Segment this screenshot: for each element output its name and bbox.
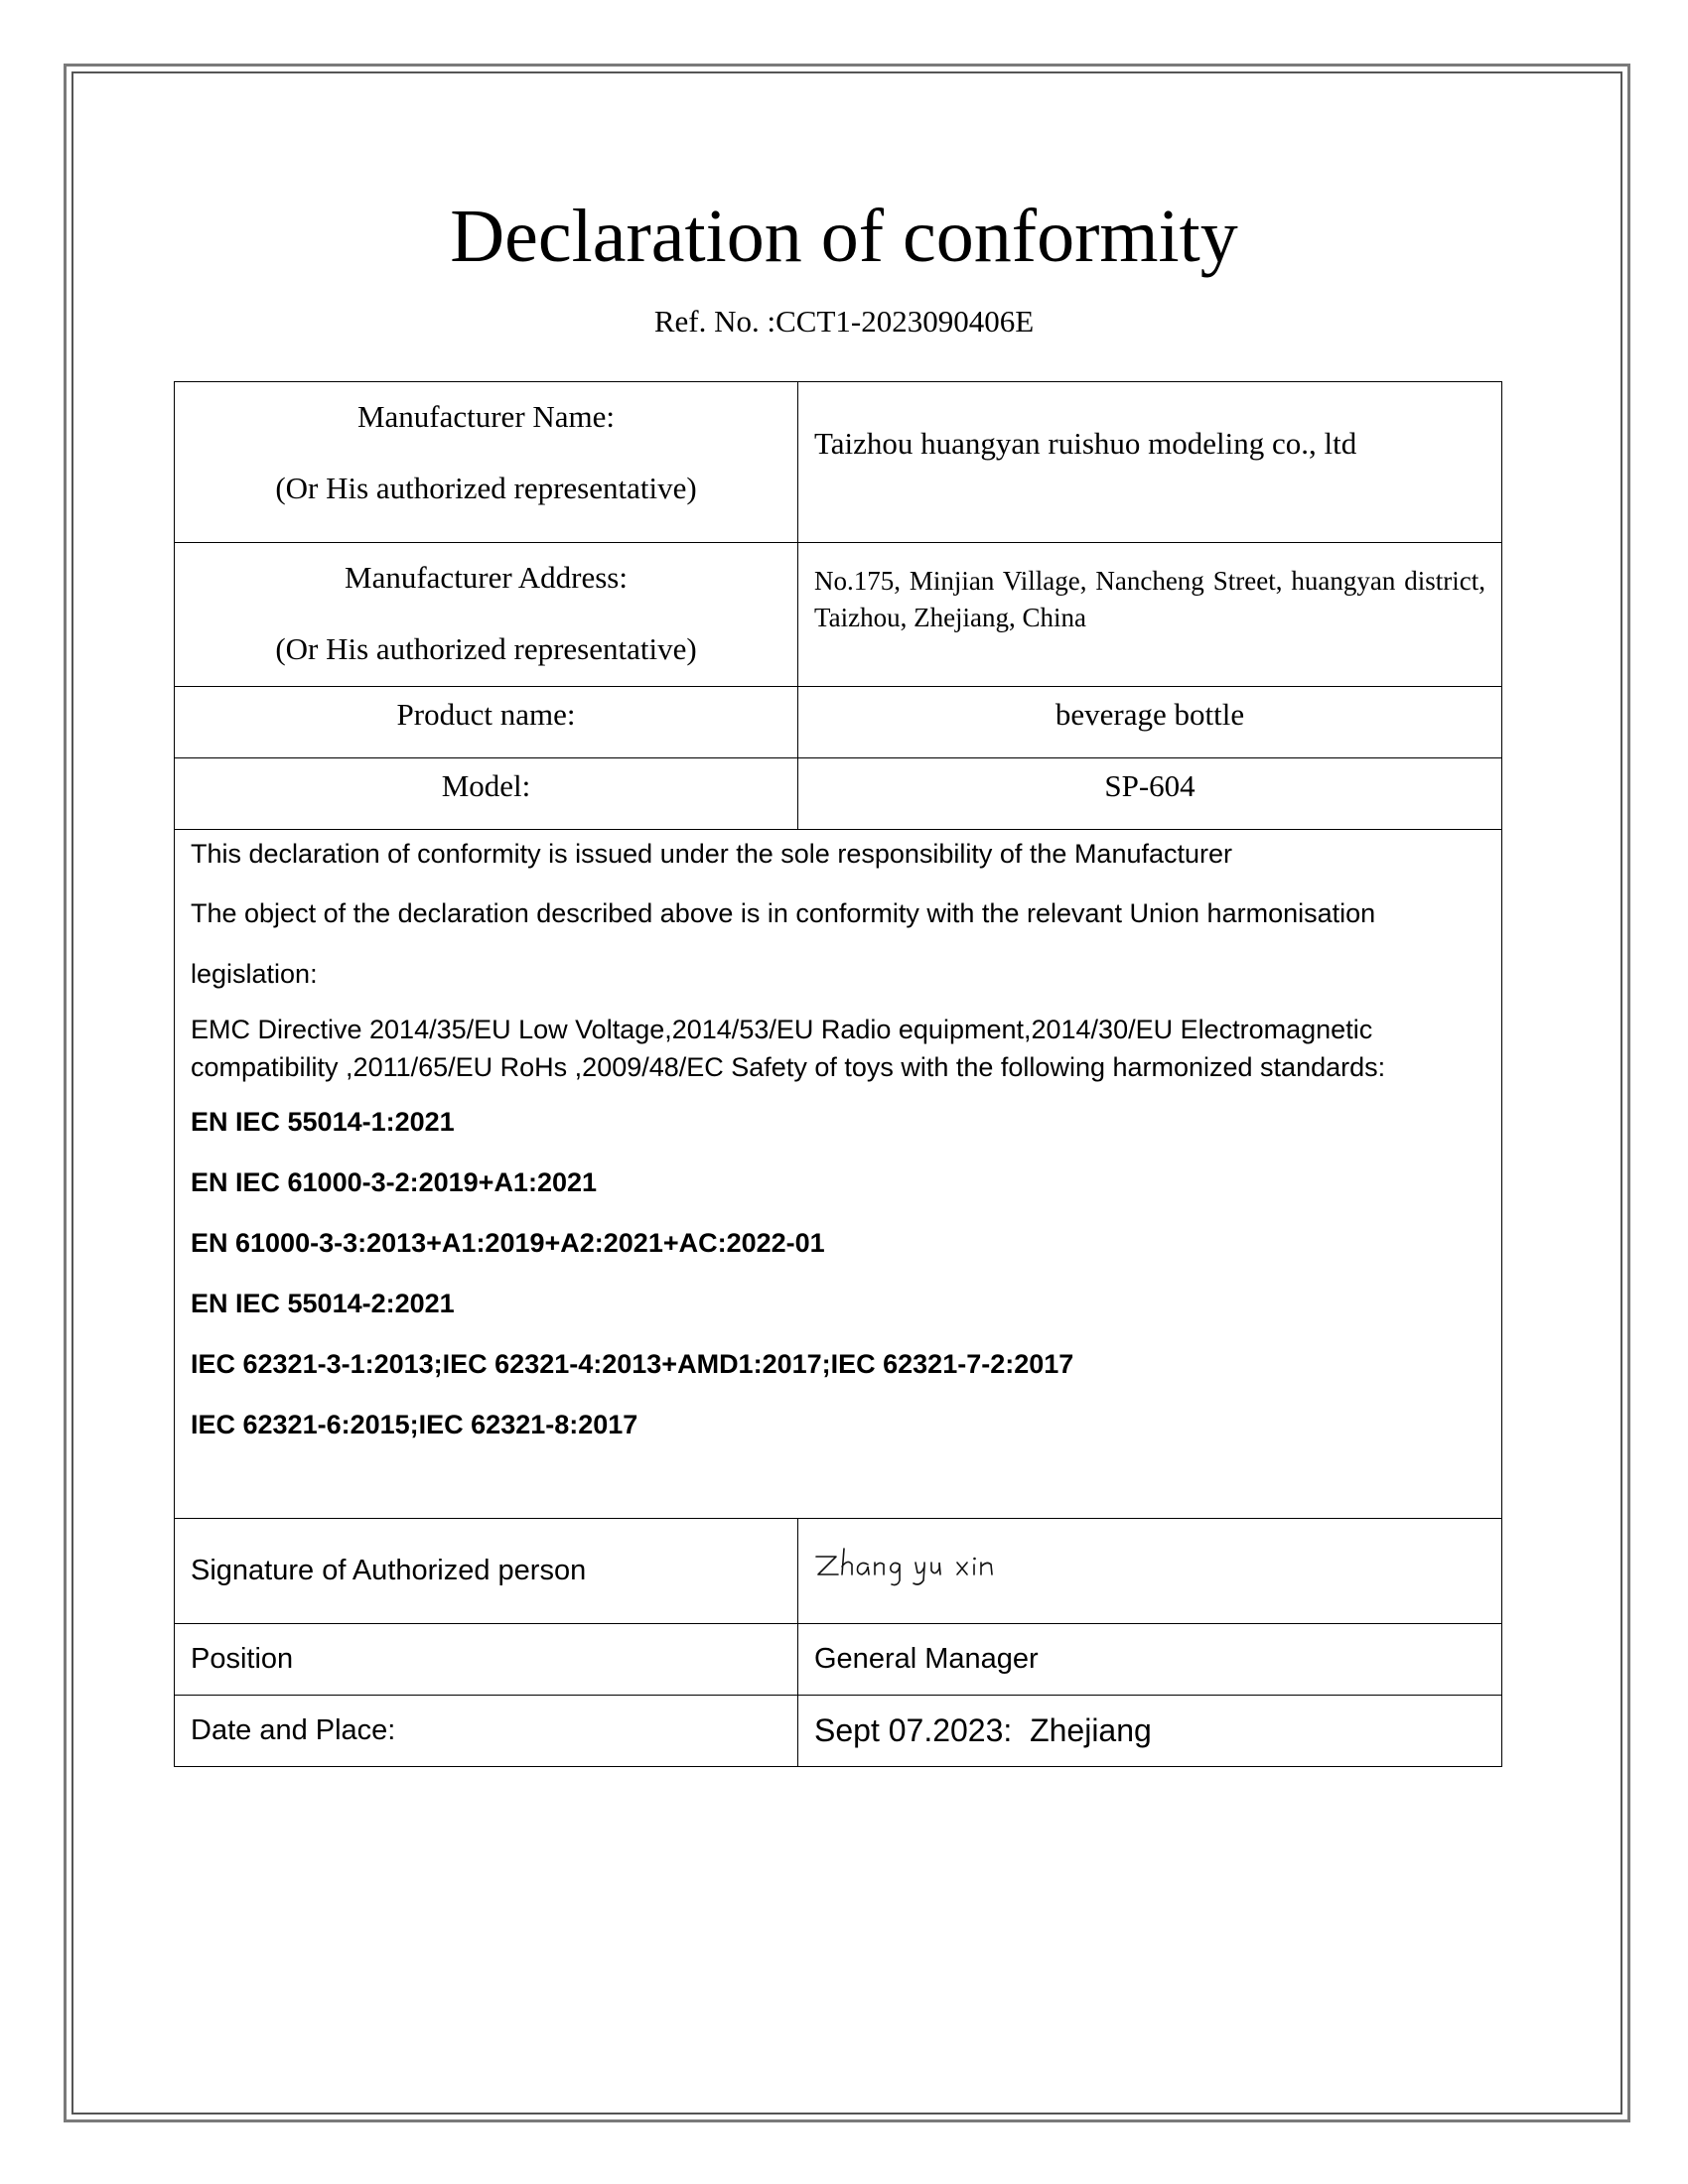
manufacturer-address-label: Manufacturer Address: <box>345 560 628 595</box>
manufacturer-address-row <box>175 543 1502 687</box>
standard-item: EN IEC 55014-1:2021 <box>191 1107 455 1137</box>
model-label: Model: <box>175 758 798 830</box>
standard-item: EN 61000-3-3:2013+A1:2019+A2:2021+AC:2022-01 <box>191 1228 825 1258</box>
reference-number <box>0 304 1688 340</box>
manufacturer-address-sublabel: (Or His authorized representative) <box>275 631 697 666</box>
product-name-label: Product name: <box>175 687 798 758</box>
standard-item: EN IEC 55014-2:2021 <box>191 1289 455 1318</box>
standard-item: IEC 62321-6:2015;IEC 62321-8:2017 <box>191 1410 638 1439</box>
declaration-body <box>175 830 1502 1519</box>
manufacturer-name-row <box>175 382 1502 543</box>
signature-cell <box>798 1519 1502 1624</box>
position-value: General Manager <box>798 1624 1502 1696</box>
reference-label: Ref. No. : <box>653 304 776 339</box>
position-label: Position <box>175 1624 798 1696</box>
responsibility-statement: This declaration of conformity is issued under the sole responsibility of the Manufacturer <box>191 839 1233 869</box>
manufacturer-address-value: No.175, Minjian Village, Nancheng Street, huangyan district, Taizhou, Zhejiang, China <box>798 543 1502 687</box>
directives-statement: EMC Directive 2014/35/EU Low Voltage,2014/53/EU Radio equipment,2014/30/EU Electromagnetic compatibility ,2011/65/EU RoHs ,2009/48/EC Safety of toys with the following harmonized standards: <box>191 1015 1386 1082</box>
declaration-table <box>174 381 1502 1767</box>
model-row <box>175 758 1502 830</box>
standard-item: IEC 62321-3-1:2013;IEC 62321-4:2013+AMD1:2017;IEC 62321-7-2:2017 <box>191 1349 1074 1379</box>
date-place-label: Date and Place: <box>175 1696 798 1767</box>
date-place-value: Sept 07.2023: Zhejiang <box>798 1696 1502 1767</box>
manufacturer-name-label: Manufacturer Name: <box>356 399 616 434</box>
manufacturer-name-label-cell <box>175 382 798 543</box>
product-name-value: beverage bottle <box>798 687 1502 758</box>
signature-row <box>175 1519 1502 1624</box>
document-title: Declaration of conformity <box>450 195 1238 278</box>
standards-list <box>191 1102 1485 1465</box>
conformity-statement: The object of the declaration described above is in conformity with the relevant Union harmonisation legislation: <box>191 898 1376 989</box>
product-name-row <box>175 687 1502 758</box>
declaration-body-row <box>175 830 1502 1519</box>
date-place-row <box>175 1696 1502 1767</box>
position-row <box>175 1624 1502 1696</box>
reference-value: CCT1-2023090406E <box>775 304 1035 339</box>
standard-item: EN IEC 61000-3-2:2019+A1:2021 <box>191 1167 598 1197</box>
manufacturer-name-value: Taizhou huangyan ruishuo modeling co., ltd <box>798 382 1502 543</box>
model-value: SP-604 <box>798 758 1502 830</box>
signature-label: Signature of Authorized person <box>175 1519 798 1624</box>
manufacturer-address-label-cell <box>175 543 798 687</box>
manufacturer-name-sublabel: (Or His authorized representative) <box>275 471 697 505</box>
handwritten-signature <box>812 1541 1051 1590</box>
